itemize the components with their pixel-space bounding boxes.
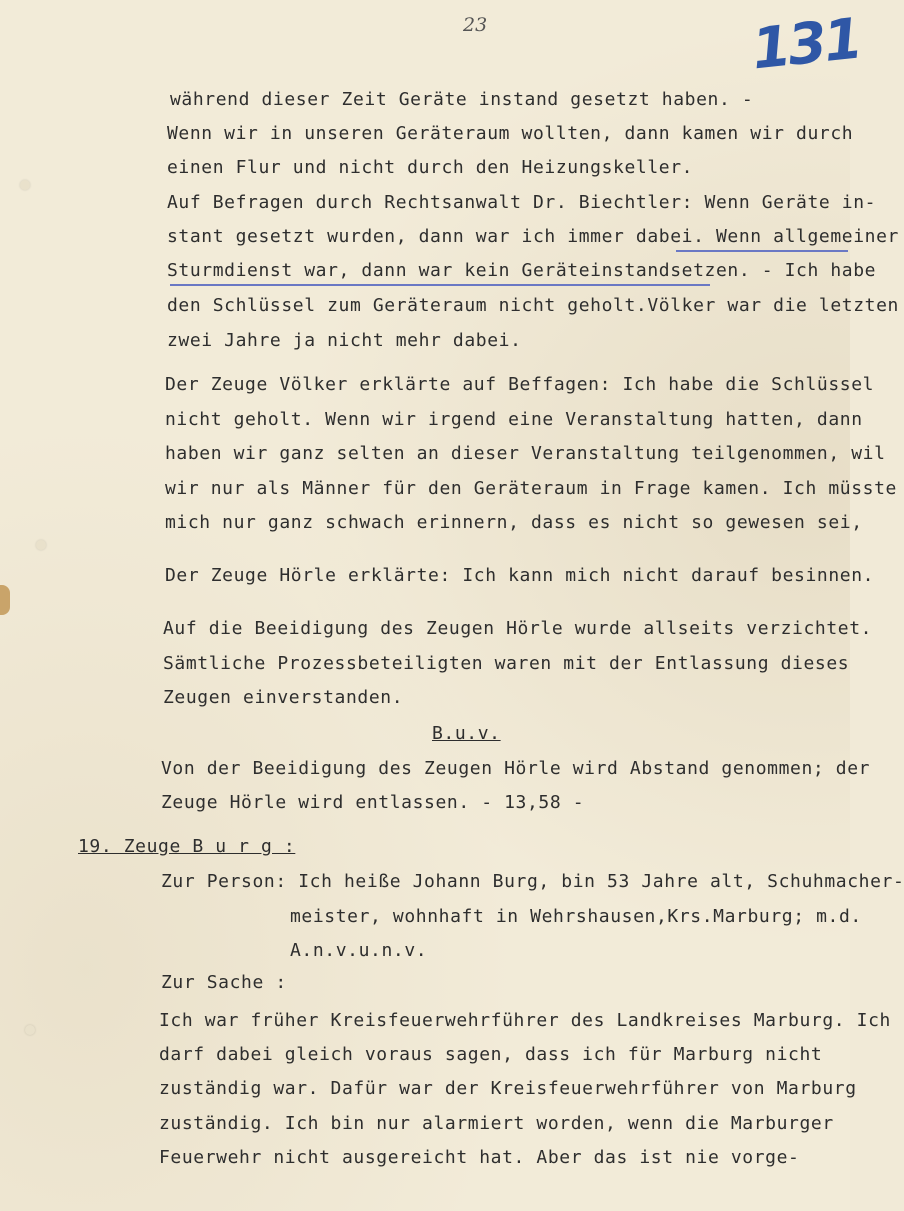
text-line: zuständig war. Dafür war der Kreisfeuerwehrführer von Marburg [159,1078,857,1099]
pen-underline [170,284,710,286]
section-label: Zur Sache : [161,972,287,993]
punch-mark [36,540,46,550]
text-line: Von der Beeidigung des Zeugen Hörle wird Abstand genommen; der [161,758,871,779]
text-line: Auf die Beeidigung des Zeugen Hörle wurde allseits verzichtet. [163,618,873,639]
text-line: A.n.v.u.n.v. [290,940,428,961]
page-number: 23 [463,14,488,36]
text-line: haben wir ganz selten an dieser Veranstaltung teilgenommen, wil [165,443,886,464]
text-line: Der Zeuge Völker erklärte auf Beffagen: Ich habe die Schlüssel [165,374,875,395]
text-line: Zeugen einverstanden. [163,687,404,708]
punch-mark [20,180,30,190]
text-line: darf dabei gleich voraus sagen, dass ich für Marburg nicht [159,1044,823,1065]
text-line: stant gesetzt wurden, dann war ich immer dabei. Wenn allgemeiner [167,226,899,247]
text-line: mich nur ganz schwach erinnern, dass es nicht so gewesen sei, [165,512,863,533]
text-line: Wenn wir in unseren Geräteraum wollten, dann kamen wir durch [167,123,854,144]
text-line: zwei Jahre ja nicht mehr dabei. [167,330,522,351]
archive-stamp-number: 131 [748,6,864,83]
text-line: Sturmdienst war, dann war kein Geräteinstandsetzen. - Ich habe [167,260,877,281]
text-line: zuständig. Ich bin nur alarmiert worden, wenn die Marburger [159,1113,834,1134]
text-line: den Schlüssel zum Geräteraum nicht geholt.Völker war die letzten [167,295,899,316]
text-line: während dieser Zeit Geräte instand gesetzt haben. - [170,89,754,110]
text-line: Zur Person: Ich heiße Johann Burg, bin 53 Jahre alt, Schuhmacher- [161,871,904,892]
text-line: nicht geholt. Wenn wir irgend eine Veranstaltung hatten, dann [165,409,863,430]
text-line: Der Zeuge Hörle erklärte: Ich kann mich nicht darauf besinnen. [165,565,875,586]
paper-stain [0,585,10,615]
witness-heading: 19. Zeuge B u r g : [78,836,296,857]
text-line: Auf Befragen durch Rechtsanwalt Dr. Biechtler: Wenn Geräte in- [167,192,877,213]
text-line: wir nur als Männer für den Geräteraum in Frage kamen. Ich müsste [165,478,897,499]
text-line: Sämtliche Prozessbeteiligten waren mit der Entlassung dieses [163,653,850,674]
pen-underline [676,250,848,252]
text-line: Zeuge Hörle wird entlassen. - 13,58 - [161,792,585,813]
decision-heading: B.u.v. [432,723,501,744]
text-line: meister, wohnhaft in Wehrshausen,Krs.Marburg; m.d. [290,906,862,927]
punch-mark [25,1025,35,1035]
text-line: einen Flur und nicht durch den Heizungskeller. [167,157,694,178]
text-line: Ich war früher Kreisfeuerwehrführer des Landkreises Marburg. Ich [159,1010,891,1031]
text-line: Feuerwehr nicht ausgereicht hat. Aber das ist nie vorge- [159,1147,800,1168]
